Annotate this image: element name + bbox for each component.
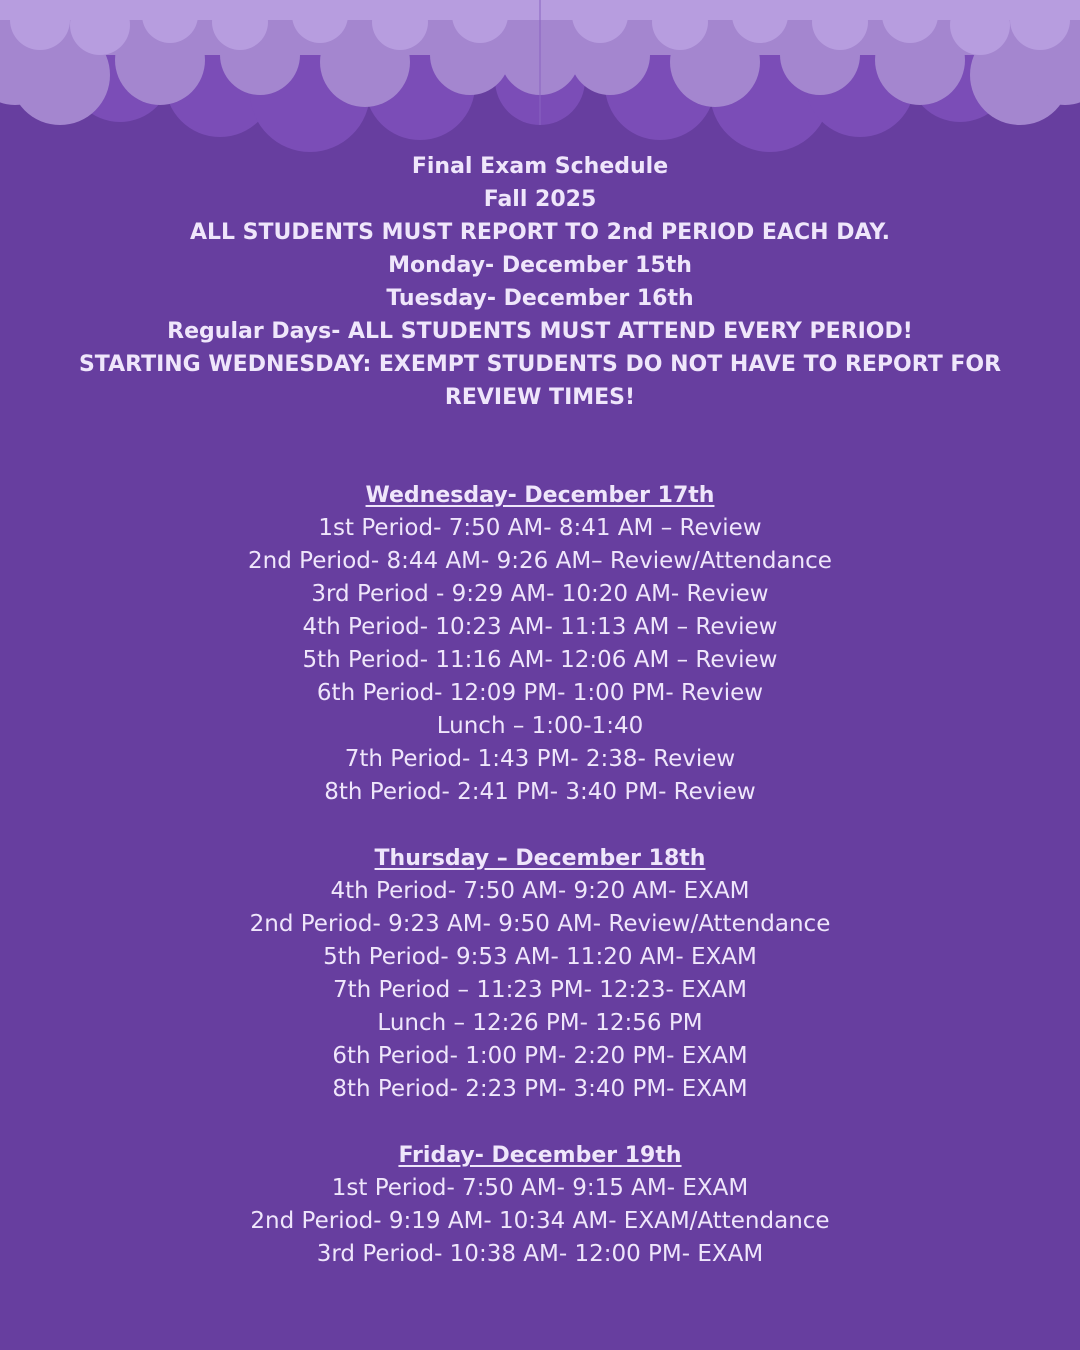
page-title: Final Exam Schedule (411, 154, 669, 179)
schedule-row: 1st Period- 7:50 AM- 8:41 AM – Review (318, 515, 762, 541)
day-heading: Thursday – December 18th (374, 846, 706, 871)
cloud-banner (0, 0, 1080, 160)
day-block-friday (140, 1139, 940, 1271)
schedule-row: 5th Period- 11:16 AM- 12:06 AM – Review (302, 647, 778, 673)
schedule-row: 5th Period- 9:53 AM- 11:20 AM- EXAM (323, 944, 757, 970)
tuesday-date: Tuesday- December 16th (386, 286, 694, 311)
exempt-notice: STARTING WEDNESDAY: EXEMPT STUDENTS DO NOT HAVE TO REPORT FOR REVIEW TIMES! (78, 352, 1002, 410)
schedule-row: 6th Period- 12:09 PM- 1:00 PM- Review (316, 680, 764, 706)
schedule-row: 4th Period- 10:23 AM- 11:13 AM – Review (302, 614, 778, 640)
schedule-row: 6th Period- 1:00 PM- 2:20 PM- EXAM (332, 1043, 748, 1069)
report-notice: ALL STUDENTS MUST REPORT TO 2nd PERIOD EACH DAY. (189, 220, 891, 245)
schedule-row: Lunch – 12:26 PM- 12:56 PM (377, 1010, 703, 1036)
schedule-row: 7th Period – 11:23 PM- 12:23- EXAM (332, 977, 748, 1003)
schedule-row: 7th Period- 1:43 PM- 2:38- Review (344, 746, 736, 772)
schedule-row: Lunch – 1:00-1:40 (436, 713, 644, 739)
schedule-row: 1st Period- 7:50 AM- 9:15 AM- EXAM (331, 1175, 749, 1201)
regular-days-notice: Regular Days- ALL STUDENTS MUST ATTEND EVERY PERIOD! (167, 319, 913, 344)
schedule-list (140, 479, 940, 1271)
schedule-header (40, 150, 1040, 414)
schedule-row: 4th Period- 7:50 AM- 9:20 AM- EXAM (330, 878, 750, 904)
day-block-wednesday (140, 479, 940, 809)
day-block-thursday (140, 842, 940, 1106)
schedule-row: 8th Period- 2:23 PM- 3:40 PM- EXAM (332, 1076, 748, 1102)
schedule-row: 3rd Period- 10:38 AM- 12:00 PM- EXAM (316, 1241, 764, 1267)
day-heading: Friday- December 19th (398, 1143, 682, 1168)
monday-date: Monday- December 15th (388, 253, 692, 278)
schedule-row: 2nd Period- 8:44 AM- 9:26 AM– Review/Attendance (248, 548, 832, 574)
schedule-row: 3rd Period - 9:29 AM- 10:20 AM- Review (311, 581, 769, 607)
schedule-row: 2nd Period- 9:19 AM- 10:34 AM- EXAM/Attendance (250, 1208, 830, 1234)
term-label: Fall 2025 (483, 187, 597, 212)
schedule-row: 2nd Period- 9:23 AM- 9:50 AM- Review/Attendance (249, 911, 831, 937)
day-heading: Wednesday- December 17th (365, 483, 715, 508)
schedule-row: 8th Period- 2:41 PM- 3:40 PM- Review (324, 779, 756, 805)
